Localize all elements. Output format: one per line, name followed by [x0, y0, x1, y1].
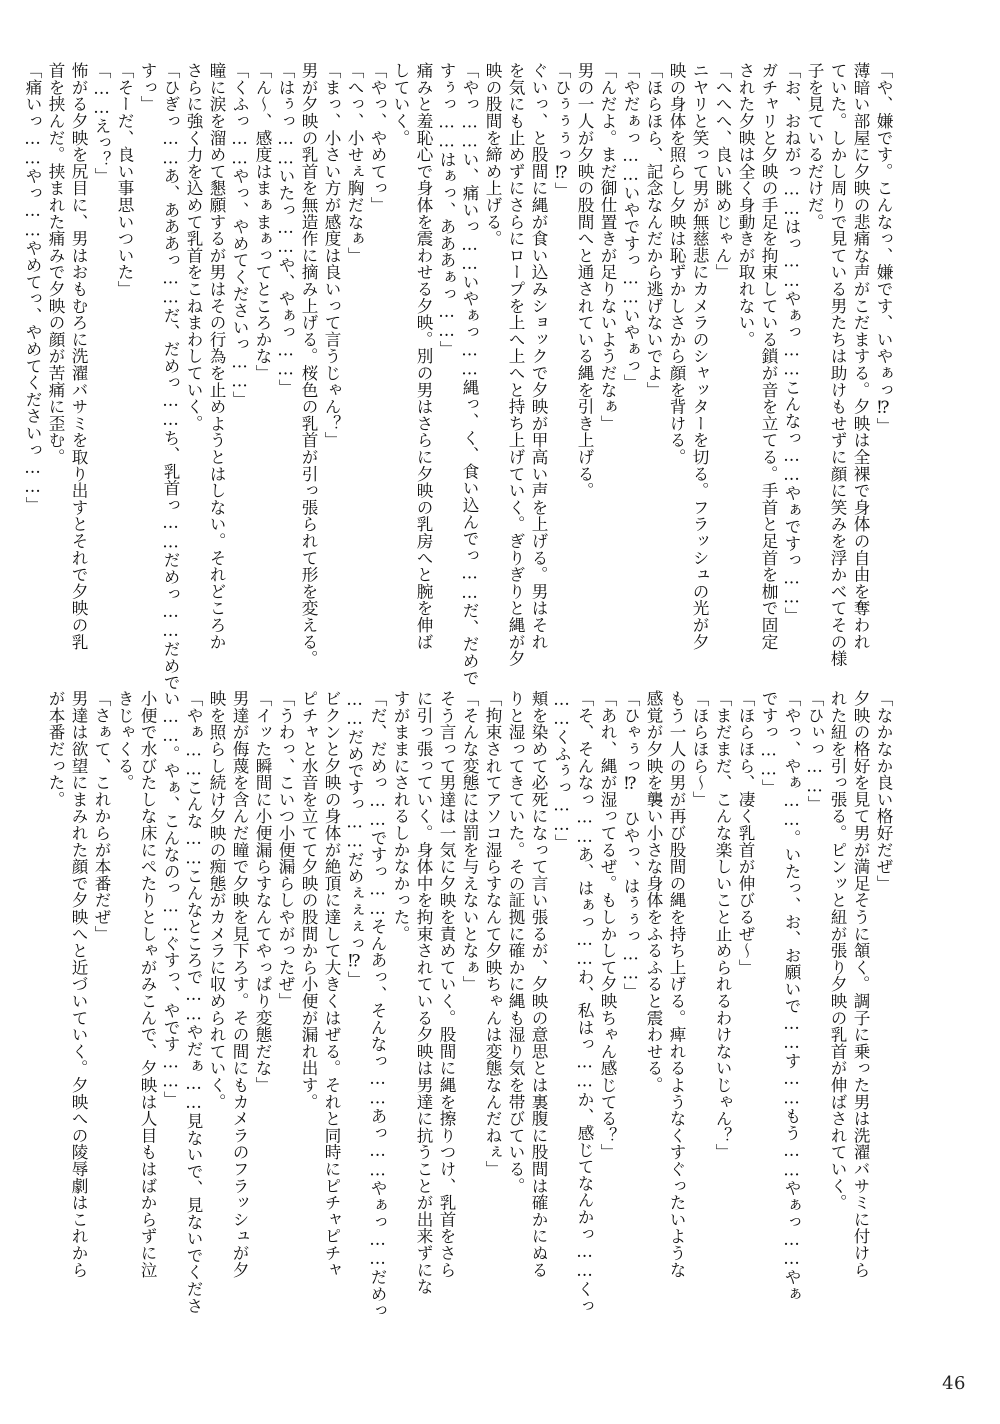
text-line: ニヤリと笑って男が無慈悲にカメラのシャッターを切る。フラッシュの光が夕 [690, 62, 709, 650]
text-line: 「……えっ？」 [92, 62, 111, 185]
text-line: 「さぁて、これからが本番だぜ」 [92, 690, 111, 942]
text-line: さらに強く力を込めて乳首をこねまわしていく。 [184, 62, 203, 432]
text-line: 「痛いっ……やっ……やめてっ、やめてくださいっ……」 [23, 62, 42, 514]
text-line: に引っ張っていく。身体中を拘束されている夕映は男達に抗うことが出来ずにな [414, 690, 433, 1295]
text-line: ガチャリと夕映の手足を拘束している鎖が音を立てる。手首と足首を枷で固定 [759, 62, 778, 650]
text-line: 怖がる夕映を尻目に、男はおもむろに洗濯バサミを取り出すとそれで夕映の乳 [69, 62, 88, 650]
text-line: 痛みと羞恥心で身体を震わせる夕映。別の男はさらに夕映の乳房へと腕を伸ば [414, 62, 433, 650]
text-line: れた紐を引っ張る。ピンッと紐が張り夕映の乳首が伸ばされていく。 [828, 690, 847, 1211]
text-line: 夕映の格好を見て男が満足そうに頷く。調子に乗った男は洗濯バサミに付けら [851, 690, 870, 1278]
text-line: 「そんな変態には罰を与えないとなぁ」 [460, 690, 479, 993]
top-text-block [23, 62, 895, 691]
page-number: 46 [942, 1373, 966, 1394]
text-line: を気にも止めずにさらにロープを上へ上へと持ち上げていく。ぎりぎりと縄が夕 [506, 62, 525, 667]
text-line: 「くふっ……やっ、やめてくださいっ……」 [230, 62, 249, 408]
text-line: 「お、おねがっ……はっ……やぁっ……こんなっ……やぁですっ……」 [782, 62, 801, 624]
text-line: ……くふぅっ……」 [552, 690, 571, 851]
text-line: い……。やぁ、こんなのっ……ぐすっ、やです……」 [161, 690, 180, 1108]
text-line: ……だめですっ……だめぇぇぇっ⁉」 [345, 690, 364, 988]
text-line: 瞳に涙を溜めて懇願するが男はその行為を止めようとはしない。それどころか [207, 62, 226, 650]
text-line: 「やっ、やぁ……。いたっ、お、お願いで……す……もう……やぁっ……やぁ [782, 690, 801, 1302]
text-line: すっ」 [138, 62, 157, 113]
text-line: していく。 [391, 62, 410, 146]
text-line: 男達が侮蔑を含んだ瞳で夕映を見下ろす。その間にもカメラのフラッシュが夕 [230, 690, 249, 1278]
text-line: 「だ、だめっ……ですっ……そんあっ、そんなっ……あっ……やぁっ……だめっ [368, 690, 387, 1319]
text-line: 男の一人が夕映の股間へと通されている縄を引き上げる。 [575, 62, 594, 499]
text-line: きじゃくる。 [115, 690, 134, 791]
text-line: 「ひぎっ……あ、あああっ……だ、だめっ……ち、乳首っ……だめっ……だめで [161, 62, 180, 691]
text-line: りと湿ってきていた。その証拠に確かに縄も湿り気を帯びている。 [506, 690, 525, 1194]
text-line: すがままにされるしかなかった。 [391, 690, 410, 942]
text-line: 「なかなか良い格好だぜ」 [874, 690, 893, 892]
text-line: 「拘束されてアソコ湿らすなんて夕映ちゃんは変態なんだねぇ」 [483, 690, 502, 1178]
text-line: が本番だった。 [46, 690, 65, 808]
text-line: 「へへへ、良い眺めじゃん」 [713, 62, 732, 281]
text-line: 「んだよ。まだ御仕置きが足りないようだなぁ」 [598, 62, 617, 432]
text-line: 「やっ……い、痛いっ……いやぁっ……縄っ、く、食い込んでっ……だ、だめで [460, 62, 479, 686]
text-line: 映の股間を締め上げる。 [483, 62, 502, 247]
text-line: 「ほらほら、凄く乳首が伸びるぜ～」 [736, 690, 755, 976]
text-line: 「ひぃっ……」 [805, 690, 824, 813]
text-line: 「やぁ……こんな……こんなところで……やだぁ……見ないで、見ないでくださ [184, 690, 203, 1314]
text-line: 男が夕映の乳首を無造作に摘み上げる。桜色の乳首が引っ張られて形を変える。 [299, 62, 318, 667]
text-line: 小便で水びたしな床にぺたりとしゃがみこんで、夕映は人目もはばからずに泣 [138, 690, 157, 1278]
text-line: 「イッた瞬間に小便漏らすなんてやっぱり変態だな」 [253, 690, 272, 1094]
text-line: 頬を染めて必死になって言い張るが、夕映の意思とは裏腹に股間は確かにぬる [529, 690, 548, 1278]
text-line: ぐいっ、と股間に縄が食い込みショックで夕映が甲高い声を上げる。男はそれ [529, 62, 548, 650]
text-line: もう一人の男が再び股間の縄を持ち上げる。痺れるようなくすぐったいような [667, 690, 686, 1278]
text-line: 「そ、そんなっ……あ、はぁっ……わ、私はっ……か、感じてなんかっ……くっ [575, 690, 594, 1314]
text-line: 「ほらほら～」 [690, 690, 709, 808]
text-line: 「はぅっ……いたっ……や、やぁっ……」 [276, 62, 295, 396]
text-line: 「ひゃぅっ⁉ ひやっ、はぅぅっ……」 [621, 690, 640, 1000]
text-line: ビクンと夕映の身体が絶頂に達して大きくはぜる。それと同時にピチャピチャ [322, 690, 341, 1278]
text-line: ていた。しかし周りで見ている男たちは助けもせずに顔に笑みを浮かべてその様 [828, 62, 847, 667]
text-line: 「うわっ、こいつ小便漏らしやがったぜ」 [276, 690, 295, 1010]
text-line: そう言って男達は一気に夕映を責めていく。股間に縄を擦りつけ、乳首をさら [437, 690, 456, 1278]
text-line: 男達は欲望にまみれた顔で夕映へと近づいていく。夕映への陵辱劇はこれから [69, 690, 88, 1278]
text-line: 「やだぁっ……いやですっ……いやぁっ」 [621, 62, 640, 391]
text-line: 「へっ、小せぇ胸だなぁ」 [345, 62, 364, 264]
text-line: 「ひぅぅぅっ⁉」 [552, 62, 571, 199]
text-line: 「やっ、やめてっ」 [368, 62, 387, 214]
text-line: 子を見ているだけだ。 [805, 62, 824, 230]
text-line: 映を照らし続け夕映の痴態がカメラに収められていく。 [207, 690, 226, 1110]
text-line: 感覚が夕映を襲い小さな身体をふるふると震わせる。 [644, 690, 663, 1094]
text-line: ピチャと水音を立てて夕映の股間から小便が漏れ出す。 [299, 690, 318, 1110]
text-line: 「まっ、小さい方が感度は良いって言うじゃん？」 [322, 62, 341, 449]
text-line: 「そーだ、良い事思いついた」 [115, 62, 134, 298]
text-line: 「ほらほら、記念なんだから逃げないでよ」 [644, 62, 663, 398]
text-line: された夕映は全く身動きが取れない。 [736, 62, 755, 348]
bottom-text-block [46, 690, 895, 1319]
text-line: 映の身体を照らし夕映は恥ずかしさから顔を背ける。 [667, 62, 686, 466]
text-line: 首を挟んだ。挟まれた痛みで夕映の顔が苦痛に歪む。 [46, 62, 65, 466]
text-line: 薄暗い部屋に夕映の悲痛な声がこだまする。夕映は全裸で身体の自由を奪われ [851, 62, 870, 650]
text-line: すぅっ……はぁっ、あああぁっ……」 [437, 62, 456, 358]
text-line: 「や、嫌です。こんなっ、嫌です、いやぁっ⁉」 [874, 62, 893, 434]
text-line: 「ん～、感度はまぁまぁってところかな」 [253, 62, 272, 382]
text-line: 「あれ、縄が湿ってるぜ。もしかして夕映ちゃん感じてる？」 [598, 690, 617, 1161]
text-line: ですっ……」 [759, 690, 778, 796]
text-line: 「まだまだ、こんな楽しいこと止められるわけないじゃん？」 [713, 690, 732, 1161]
